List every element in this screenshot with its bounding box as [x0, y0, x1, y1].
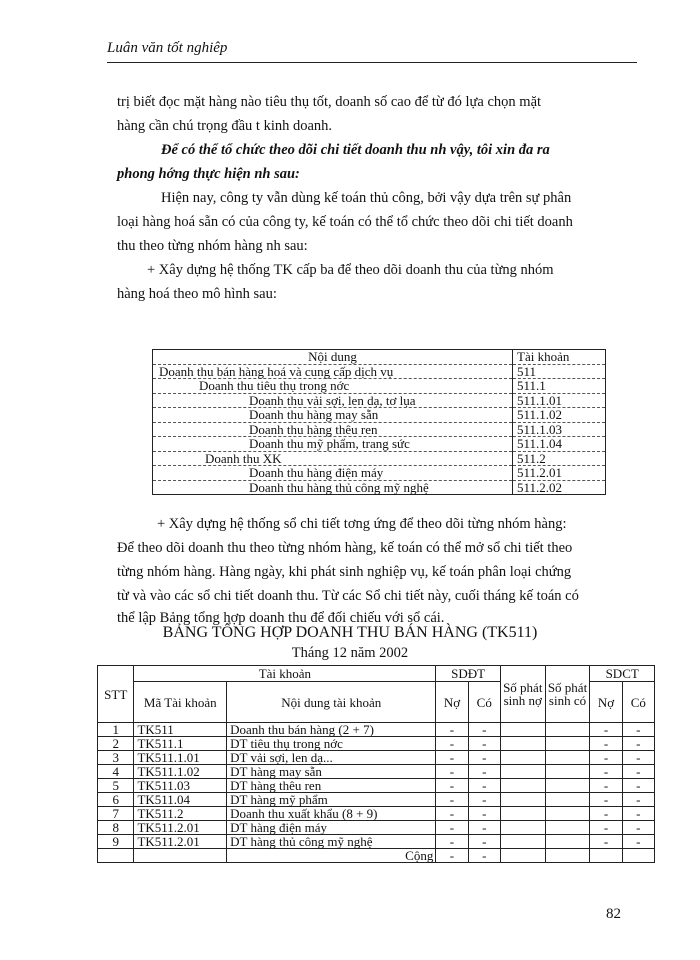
- summary-title: BẢNG TỔNG HỢP DOANH THU BÁN HÀNG (TK511): [162, 624, 538, 641]
- account-content: Doanh thu bán hàng hoá và cung cấp dịch vụ: [153, 364, 513, 379]
- summary-cell-stt: 8: [98, 821, 134, 835]
- summary-cell-cco: -: [622, 835, 654, 849]
- total-row: [98, 849, 655, 863]
- paragraph-5-line-2: Để theo dõi doanh thu theo từng nhóm hàng, kế toán có thể mở sổ chi tiết theo: [117, 540, 573, 556]
- summary-cell-ma: TK511.04: [134, 793, 227, 807]
- col-noi-dung: Nội dung tài khoản: [227, 682, 436, 723]
- summary-cell-dno: -: [436, 765, 468, 779]
- paragraph-5-line-1: + Xây dựng hệ thống sổ chi tiết tơng ứng để theo dõi từng nhóm hàng:: [157, 516, 567, 532]
- header-code: Tài khoản: [513, 350, 606, 365]
- summary-cell-stt: 1: [98, 723, 134, 737]
- summary-cell-dno: -: [436, 723, 468, 737]
- summary-cell-cno: -: [590, 793, 622, 807]
- account-content: Doanh thu mỹ phẩm, trang sức: [153, 437, 513, 452]
- summary-cell-psno: [500, 821, 545, 835]
- summary-cell-psno: [500, 751, 545, 765]
- account-table-header: [153, 350, 606, 365]
- summary-cell-psco: [545, 779, 590, 793]
- summary-cell-dco: -: [468, 793, 500, 807]
- summary-cell-ma: TK511.03: [134, 779, 227, 793]
- summary-row: [98, 765, 655, 779]
- summary-cell-psno: [500, 737, 545, 751]
- account-code: 511.2: [513, 451, 606, 466]
- account-code: 511.1.04: [513, 437, 606, 452]
- summary-cell-ma: TK511.2: [134, 807, 227, 821]
- paragraph-5-line-4: từ và vào các sổ chi tiết doanh thu. Từ các Sổ chi tiết này, cuối tháng kế toán có: [117, 588, 579, 604]
- summary-cell-psco: [545, 751, 590, 765]
- account-row: [153, 437, 606, 452]
- summary-cell-ma: TK511.2.01: [134, 835, 227, 849]
- summary-cell-psco: [545, 835, 590, 849]
- summary-cell-stt: 6: [98, 793, 134, 807]
- summary-cell-dno: -: [436, 793, 468, 807]
- col-tai-khoan: Tài khoản: [134, 666, 436, 682]
- summary-cell-ma: TK511.1: [134, 737, 227, 751]
- summary-cell-cco: -: [622, 751, 654, 765]
- account-row: [153, 364, 606, 379]
- summary-cell-dno: -: [436, 821, 468, 835]
- summary-cell-psno: [500, 807, 545, 821]
- col-sdct: SDCT: [590, 666, 655, 682]
- summary-cell-ma: TK511: [134, 723, 227, 737]
- paragraph-3-line-2: loại hàng hoá sẵn có của công ty, kế toán có thể tổ chức theo dõi chi tiết doanh: [117, 214, 573, 230]
- paragraph-2-line-1: Để có thể tổ chức theo dõi chi tiết doanh thu nh vậy, tôi xin đa ra: [161, 142, 550, 158]
- summary-row: [98, 723, 655, 737]
- summary-cell-dno: -: [436, 835, 468, 849]
- summary-cell-psco: [545, 737, 590, 751]
- summary-cell-cco: -: [622, 807, 654, 821]
- paragraph-4-line-1: + Xây dựng hệ thống TK cấp ba để theo dõi doanh thu của từng nhóm: [147, 262, 554, 278]
- summary-cell-ma: TK511.1.02: [134, 765, 227, 779]
- summary-cell-dco: -: [468, 751, 500, 765]
- summary-cell-stt: 7: [98, 807, 134, 821]
- summary-cell-cno: -: [590, 779, 622, 793]
- account-code: 511.1.03: [513, 422, 606, 437]
- summary-cell-cco: -: [622, 779, 654, 793]
- col-sdct-no: Nợ: [590, 682, 622, 723]
- paragraph-5-line-5: thể lập Bảng tổng hợp doanh thu để đối chiếu với sổ cái.: [117, 610, 445, 626]
- header-rule: [107, 62, 637, 63]
- summary-cell-dco: -: [468, 835, 500, 849]
- summary-cell-psco: [545, 793, 590, 807]
- total-label: Cộng: [227, 849, 436, 863]
- summary-cell-dco: -: [468, 821, 500, 835]
- account-row: [153, 379, 606, 394]
- col-so-ps-no: Số phát sinh nợ: [500, 666, 545, 723]
- summary-cell-cno: -: [590, 765, 622, 779]
- summary-row: [98, 737, 655, 751]
- summary-cell-nd: DT tiêu thụ trong nớc: [227, 737, 436, 751]
- account-row: [153, 466, 606, 481]
- summary-cell-dno: -: [436, 751, 468, 765]
- account-code: 511.1.02: [513, 408, 606, 423]
- summary-cell-dco: -: [468, 723, 500, 737]
- paragraph-4-line-2: hàng hoá theo mô hình sau:: [117, 286, 277, 302]
- total-sddt-no: -: [436, 849, 468, 863]
- summary-row: [98, 821, 655, 835]
- page-number: 82: [606, 906, 621, 922]
- col-ma-tk: Mã Tài khoản: [134, 682, 227, 723]
- summary-row: [98, 793, 655, 807]
- summary-cell-cno: -: [590, 723, 622, 737]
- summary-cell-dno: -: [436, 737, 468, 751]
- account-content: Doanh thu hàng thêu ren: [153, 422, 513, 437]
- account-code: 511.2.01: [513, 466, 606, 481]
- summary-cell-nd: Doanh thu xuất khẩu (8 + 9): [227, 807, 436, 821]
- account-code: 511.1: [513, 379, 606, 394]
- summary-cell-nd: DT hàng thêu ren: [227, 779, 436, 793]
- summary-cell-nd: DT hàng mỹ phẩm: [227, 793, 436, 807]
- account-content: Doanh thu vải sợi, len dạ, tơ lụa: [153, 393, 513, 408]
- summary-cell-ma: TK511.2.01: [134, 821, 227, 835]
- summary-cell-dco: -: [468, 737, 500, 751]
- col-sdct-co: Có: [622, 682, 654, 723]
- paragraph-5-line-3: từng nhóm hàng. Hàng ngày, khi phát sinh nghiệp vụ, kế toán phân loại chứng: [117, 564, 572, 580]
- account-code: 511.1.01: [513, 393, 606, 408]
- summary-cell-cno: -: [590, 835, 622, 849]
- account-content: Doanh thu hàng thủ công mỹ nghệ: [153, 480, 513, 495]
- account-content: Doanh thu hàng điện máy: [153, 466, 513, 481]
- col-sddt-co: Có: [468, 682, 500, 723]
- summary-cell-cno: -: [590, 751, 622, 765]
- paragraph-3-line-1: Hiện nay, công ty vẫn dùng kế toán thủ công, bởi vậy dựa trên sự phân: [161, 190, 572, 206]
- summary-cell-cno: -: [590, 807, 622, 821]
- account-content: Doanh thu hàng may sẵn: [153, 408, 513, 423]
- account-code: 511.2.02: [513, 480, 606, 495]
- paragraph-1-line-1: trị biết đọc mặt hàng nào tiêu thụ tốt, doanh số cao để từ đó lựa chọn mặt: [117, 94, 542, 110]
- summary-cell-cno: -: [590, 821, 622, 835]
- summary-cell-cco: -: [622, 723, 654, 737]
- summary-cell-psno: [500, 723, 545, 737]
- summary-cell-psco: [545, 821, 590, 835]
- account-row: [153, 480, 606, 495]
- revenue-summary-table: [97, 665, 655, 863]
- summary-cell-nd: DT hàng thủ công mỹ nghệ: [227, 835, 436, 849]
- summary-cell-psco: [545, 723, 590, 737]
- summary-cell-stt: 9: [98, 835, 134, 849]
- account-row: [153, 422, 606, 437]
- summary-cell-dco: -: [468, 807, 500, 821]
- summary-cell-psno: [500, 793, 545, 807]
- summary-cell-cco: -: [622, 765, 654, 779]
- account-row: [153, 451, 606, 466]
- summary-cell-psno: [500, 835, 545, 849]
- summary-row: [98, 751, 655, 765]
- total-sddt-co: -: [468, 849, 500, 863]
- summary-cell-stt: 2: [98, 737, 134, 751]
- header-content: Nội dung: [153, 350, 513, 365]
- summary-cell-stt: 5: [98, 779, 134, 793]
- account-content: Doanh thu tiêu thụ trong nớc: [153, 379, 513, 394]
- summary-cell-psno: [500, 765, 545, 779]
- summary-cell-dno: -: [436, 807, 468, 821]
- summary-cell-stt: 3: [98, 751, 134, 765]
- summary-cell-nd: DT vải sợi, len dạ...: [227, 751, 436, 765]
- col-sddt: SDĐT: [436, 666, 501, 682]
- col-stt: STT: [98, 666, 134, 723]
- summary-row: [98, 807, 655, 821]
- running-header: Luân văn tốt nghiêp: [107, 40, 228, 56]
- summary-cell-cco: -: [622, 793, 654, 807]
- paragraph-2-line-2: phong hớng thực hiện nh sau:: [117, 166, 300, 182]
- summary-subtitle: Tháng 12 năm 2002: [291, 645, 409, 661]
- account-content: Doanh thu XK: [153, 451, 513, 466]
- summary-cell-ma: TK511.1.01: [134, 751, 227, 765]
- summary-cell-dco: -: [468, 765, 500, 779]
- summary-cell-dno: -: [436, 779, 468, 793]
- summary-cell-nd: Doanh thu bán hàng (2 + 7): [227, 723, 436, 737]
- summary-cell-cco: -: [622, 821, 654, 835]
- col-so-ps-co: Số phát sinh có: [545, 666, 590, 723]
- account-row: [153, 393, 606, 408]
- summary-cell-dco: -: [468, 779, 500, 793]
- summary-cell-nd: DT hàng may sẵn: [227, 765, 436, 779]
- account-structure-table: [152, 349, 606, 495]
- paragraph-3-line-3: thu theo từng nhóm hàng nh sau:: [117, 238, 308, 254]
- summary-cell-stt: 4: [98, 765, 134, 779]
- summary-cell-cco: -: [622, 737, 654, 751]
- summary-cell-psno: [500, 779, 545, 793]
- summary-cell-psco: [545, 765, 590, 779]
- summary-cell-cno: -: [590, 737, 622, 751]
- account-row: [153, 408, 606, 423]
- account-code: 511: [513, 364, 606, 379]
- summary-row: [98, 835, 655, 849]
- summary-row: [98, 779, 655, 793]
- summary-cell-nd: DT hàng điện máy: [227, 821, 436, 835]
- summary-cell-psco: [545, 807, 590, 821]
- paragraph-1-line-2: hàng cần chú trọng đầu t kinh doanh.: [117, 118, 333, 134]
- col-sddt-no: Nợ: [436, 682, 468, 723]
